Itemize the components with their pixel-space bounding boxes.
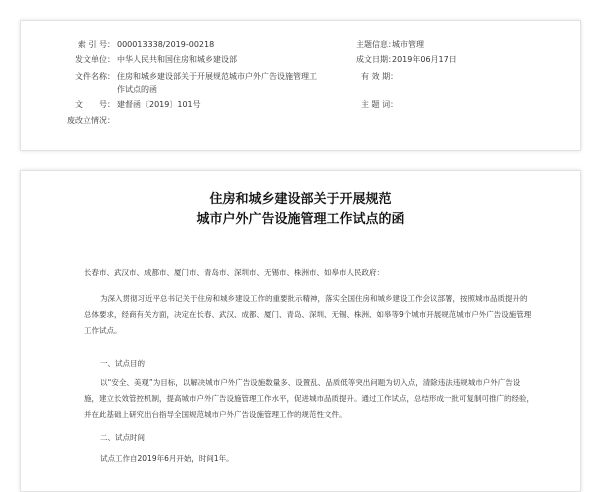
publisher-label: 发文单位： [75,55,115,64]
section2-text: 试点工作自2019年6月开始，时间1年。 [100,454,234,463]
topic-label: 主题信息： [356,40,396,49]
section1-heading: 一、试点目的 [100,359,145,368]
date-value: 2019年06月17日 [392,55,457,64]
keywords-label: 主 题 词： [361,100,399,109]
index-number-value: 000013338/2019-00218 [117,40,215,49]
validity-label: 有 效 期： [361,72,399,81]
document-title-line1: 住房和城乡建设部关于开展规范 [209,192,392,207]
filename-label: 文件名称： [75,72,115,81]
document-metadata-panel [20,20,581,151]
index-number-label: 索 引 号： [77,40,115,49]
docno-value: 建督函〔2019〕101号 [117,100,201,109]
section1-text: 以“安全、美观”为目标，以解决城市户外广告设施数量多、设置乱、品质低等突出问题为切入点，清除违法违规城市户外广告设施，建立长效管控机制，提高城市户外广告设施管理工作水平，促进城市品质提升。通过工作试点，总结形成一批可复制可推广的经验，并在此基础上研究出台指导全国规范城市户外广告设施管理工作的规范性文件。 [84,378,534,419]
addressee: 长春市、武汉市、成都市、厦门市、青岛市、深圳市、无锡市、株洲市、如皋市人民政府： [84,268,384,277]
document-body-panel [20,170,581,492]
document-title-line2: 城市户外广告设施管理工作试点的函 [196,212,405,227]
docno-label: 文 号： [75,100,115,109]
publisher-value: 中华人民共和国住房和城乡建设部 [117,55,237,64]
date-label: 成文日期： [356,55,396,64]
filename-value: 住房和城乡建设部关于开展规范城市户外广告设施管理工作试点的函 [117,72,317,94]
paragraph-intro: 为深入贯彻习近平总书记关于住房和城乡建设工作的重要批示精神，落实全国住房和城乡建设工作会议部署，按照城市品质提升的总体要求，经商有关方面，决定在长春、武汉、成都、厦门、青岛、深圳、无锡、株洲、如皋等9个城市开展规范城市户外广告设施管理工作试点。 [84,294,532,335]
status-label: 废改立情况： [67,116,115,125]
topic-value: 城市管理 [392,40,424,49]
section2-heading: 二、试点时间 [100,433,145,442]
